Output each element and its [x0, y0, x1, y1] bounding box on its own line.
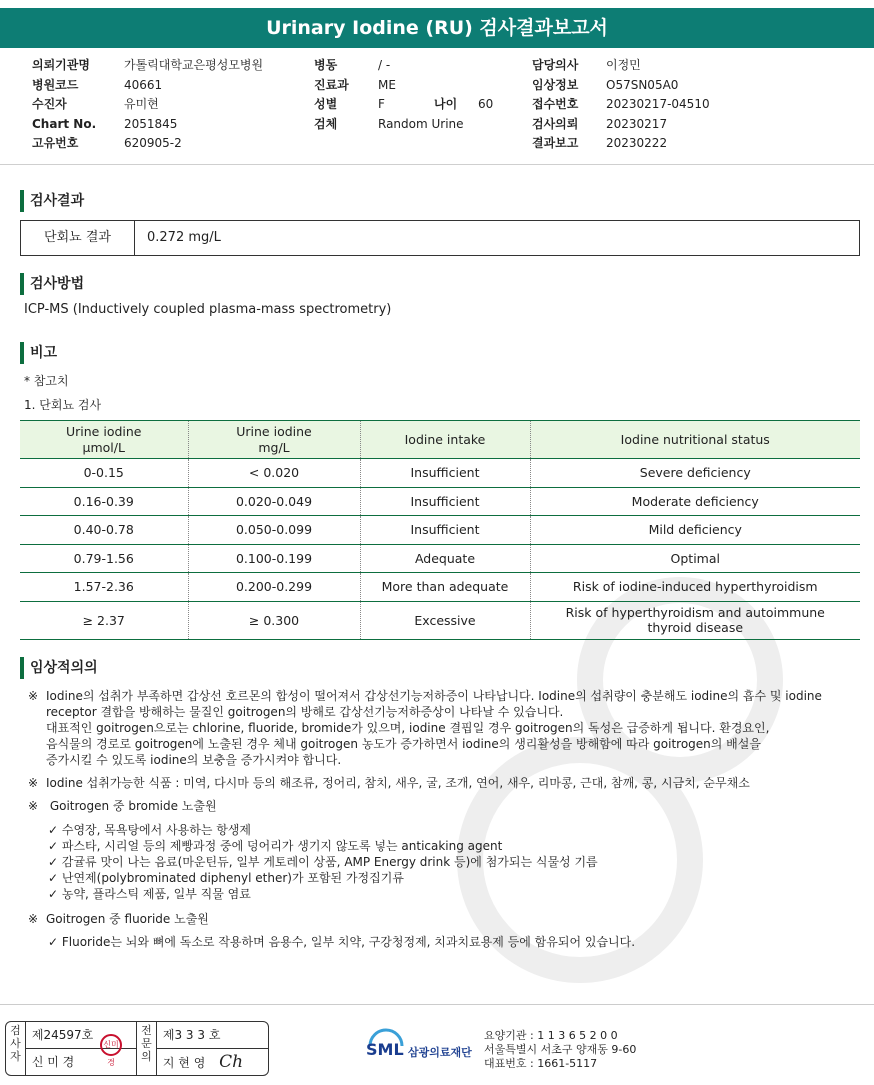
text-line: 증가시킬 수 있도록 iodine의 보충을 증가시켜야 합니다. — [46, 753, 342, 767]
table-cell: Risk of hyperthyroidism and autoimmune thyroid disease — [530, 601, 860, 639]
specialist-name — [157, 1049, 268, 1076]
specialist-vertical-label: 전 문 의 — [137, 1022, 157, 1075]
org-code: 요양기관 : 1 1 3 6 5 2 0 0 — [484, 1029, 618, 1042]
label: 임상정보 — [532, 77, 579, 92]
text-line: 대표적인 goitrogen으로는 chlorine, fluoride, bromide가 있으며, iodine 결핍일 경우 goitrogen의 독성은 급증하게 됩니다. 환경요인, — [46, 721, 770, 735]
specimen: Random Urine — [378, 116, 464, 131]
receipt-no: 20230217-04510 — [606, 97, 710, 111]
note-mark: ※ — [28, 689, 39, 703]
label: 검체 — [314, 116, 338, 131]
table-cell: ≥ 0.300 — [188, 601, 360, 639]
specialist-name-text: 지 현 영 — [162, 1056, 206, 1070]
specialist-cell — [157, 1022, 268, 1075]
age: 60 — [478, 97, 494, 111]
table-cell: Risk of iodine-induced hyperthyroidism — [530, 573, 860, 602]
note-mark: ※ — [28, 912, 39, 926]
table-cell: More than adequate — [360, 573, 530, 602]
result-label: 단회뇨 결과 — [21, 221, 135, 255]
result-box — [20, 220, 860, 256]
table-cell: Mild deficiency — [530, 516, 860, 545]
list-item: ✓ 감귤류 맛이 나는 음료(마운틴듀, 일부 게토레이 상품, AMP Energy drink 등)에 첨가되는 식물성 기름 — [48, 855, 598, 869]
divider — [0, 164, 874, 165]
column-header: Iodine intake — [360, 421, 530, 459]
sex: F — [378, 97, 385, 111]
clinical-para1 — [28, 688, 822, 768]
table-cell: Severe deficiency — [530, 459, 860, 488]
list-item: ✓ 파스타, 시리얼 등의 제빵과정 중에 덩어리가 생기지 않도록 넣는 anticaking agent — [48, 839, 503, 853]
clinical-bromide-title — [28, 798, 217, 814]
department: ME — [378, 77, 396, 92]
header-col2 — [314, 56, 493, 134]
label: 병동 — [314, 58, 338, 72]
list-item: ✓ Fluoride는 뇌와 뼈에 독소로 작용하며 음용수, 일부 치약, 구강청정제, 치과치료용제 등에 함유되어 있습니다. — [48, 935, 636, 949]
seal-icon: 신미경 — [100, 1034, 122, 1056]
table-row — [20, 544, 860, 573]
hospital-code: 40661 — [124, 77, 163, 92]
signature-mark: Ch — [219, 1052, 244, 1072]
text-line: Iodine 섭취가능한 식품 : 미역, 다시마 등의 해조류, 정어리, 참치, 새우, 굴, 조개, 연어, 새우, 리마콩, 근대, 참깨, 콩, 시금치, 순무채소 — [46, 776, 750, 790]
table-row — [20, 601, 860, 639]
label: Chart No. — [32, 116, 97, 131]
label: 병원코드 — [32, 77, 79, 92]
label: 고유번호 — [32, 136, 79, 150]
table-cell: Moderate deficiency — [530, 487, 860, 516]
section-method-title: 검사방법 — [20, 273, 84, 295]
patient-name: 유미현 — [124, 97, 159, 111]
header-col1 — [32, 56, 263, 154]
reference-sub: 1. 단회뇨 검사 — [24, 398, 102, 412]
sml-logo — [366, 1028, 472, 1068]
table-cell: Insufficient — [360, 516, 530, 545]
column-header: Urine iodine μmol/L — [20, 421, 188, 459]
label: 담당의사 — [532, 58, 579, 72]
org-phone: 대표번호 : 1661-5117 — [484, 1057, 598, 1070]
section-clinical-title: 임상적의의 — [20, 657, 98, 679]
table-row — [20, 487, 860, 516]
ward: / - — [378, 58, 391, 72]
column-header: Iodine nutritional status — [530, 421, 860, 459]
clinical-foods — [28, 775, 750, 791]
text-line: Iodine의 섭취가 부족하면 갑상선 호르몬의 합성이 떨어져서 갑상선기능저하증이 나타납니다. Iodine의 섭취량이 충분해도 iodine의 흡수 및 iodine — [46, 689, 822, 703]
footer-divider — [0, 1004, 874, 1005]
hospital-name: 가톨릭대학교은평성모병원 — [124, 58, 264, 72]
org-address: 서울특별시 서초구 양재동 9-60 — [484, 1043, 637, 1056]
report-title: Urinary Iodine (RU) 검사결과보고서 — [0, 8, 874, 48]
report-date: 20230222 — [606, 136, 668, 150]
section-result-title: 검사결과 — [20, 190, 84, 212]
table-cell: 0.16-0.39 — [20, 487, 188, 516]
note-mark: ※ — [28, 776, 39, 790]
list-item: ✓ 난연제(polybrominated diphenyl ether)가 포함된 가정집기류 — [48, 871, 404, 885]
text-line: Goitrogen 중 fluoride 노출원 — [46, 912, 209, 926]
table-cell: Optimal — [530, 544, 860, 573]
table-cell: Insufficient — [360, 459, 530, 488]
text-line: 음식물의 경로로 goitrogen에 노출된 경우 체내 goitrogen 농도가 증가하면서 iodine의 생리활성을 방해함에 따라 goitrogen의 배설을 — [46, 737, 761, 751]
doctor: 이정민 — [606, 58, 641, 72]
label: 진료과 — [314, 77, 349, 92]
specialist-license-no: 제3 3 3 호 — [157, 1022, 268, 1049]
note-mark: ※ — [28, 799, 39, 813]
table-cell: 0.050-0.099 — [188, 516, 360, 545]
table-cell: 0.79-1.56 — [20, 544, 188, 573]
request-date: 20230217 — [606, 116, 668, 131]
tester-license-no: 제24597호 — [26, 1022, 136, 1049]
header-col3 — [532, 56, 710, 154]
logo-subtext: 삼광의료재단 — [408, 1046, 472, 1059]
label: 접수번호 — [532, 97, 579, 111]
org-info — [484, 1029, 636, 1071]
method-text: ICP-MS (Inductively coupled plasma-mass spectrometry) — [24, 302, 392, 317]
table-cell: Adequate — [360, 544, 530, 573]
table-cell: 0.100-0.199 — [188, 544, 360, 573]
table-header-row — [20, 421, 860, 459]
chart-no: 2051845 — [124, 116, 178, 131]
section-remarks-title: 비고 — [20, 342, 57, 364]
signature-box — [5, 1021, 269, 1076]
list-item: ✓ 농약, 플라스틱 제품, 일부 직물 염료 — [48, 887, 251, 901]
list-item: ✓ 수영장, 목욕탕에서 사용하는 항생제 — [48, 823, 252, 837]
reference-label: * 참고치 — [24, 374, 69, 388]
table-cell: Excessive — [360, 601, 530, 639]
table-cell: 0.200-0.299 — [188, 573, 360, 602]
label: 결과보고 — [532, 136, 579, 150]
label: 나이 — [434, 97, 458, 111]
table-row — [20, 573, 860, 602]
label: 의뢰기관명 — [32, 58, 90, 72]
table-row — [20, 459, 860, 488]
text-line: Goitrogen 중 bromide 노출원 — [46, 799, 217, 813]
bromide-list — [48, 822, 598, 902]
tester-name: 신 미 경 — [31, 1055, 75, 1069]
logo-text: SML — [366, 1040, 404, 1059]
text-line: receptor 결합을 방해하는 물질인 goitrogen의 방해로 갑상선기능저하증상이 나타날 수 있습니다. — [46, 705, 564, 719]
table-cell: 0.40-0.78 — [20, 516, 188, 545]
result-value: 0.272 mg/L — [147, 230, 221, 245]
label: 검사의뢰 — [532, 116, 579, 131]
table-cell: 0.020-0.049 — [188, 487, 360, 516]
table-cell: 0-0.15 — [20, 459, 188, 488]
clinical-fluoride-title — [28, 911, 209, 927]
clinical-info: O57SN05A0 — [606, 77, 679, 92]
table-cell: ≥ 2.37 — [20, 601, 188, 639]
table-cell: < 0.020 — [188, 459, 360, 488]
label: 수진자 — [32, 97, 67, 111]
label: 성별 — [314, 97, 338, 111]
unique-no: 620905-2 — [124, 136, 182, 150]
fluoride-list — [48, 934, 635, 950]
tester-vertical-label: 검 사 자 — [6, 1022, 26, 1075]
table-cell: Insufficient — [360, 487, 530, 516]
reference-table — [20, 420, 860, 640]
column-header: Urine iodine mg/L — [188, 421, 360, 459]
table-cell: 1.57-2.36 — [20, 573, 188, 602]
table-row — [20, 516, 860, 545]
